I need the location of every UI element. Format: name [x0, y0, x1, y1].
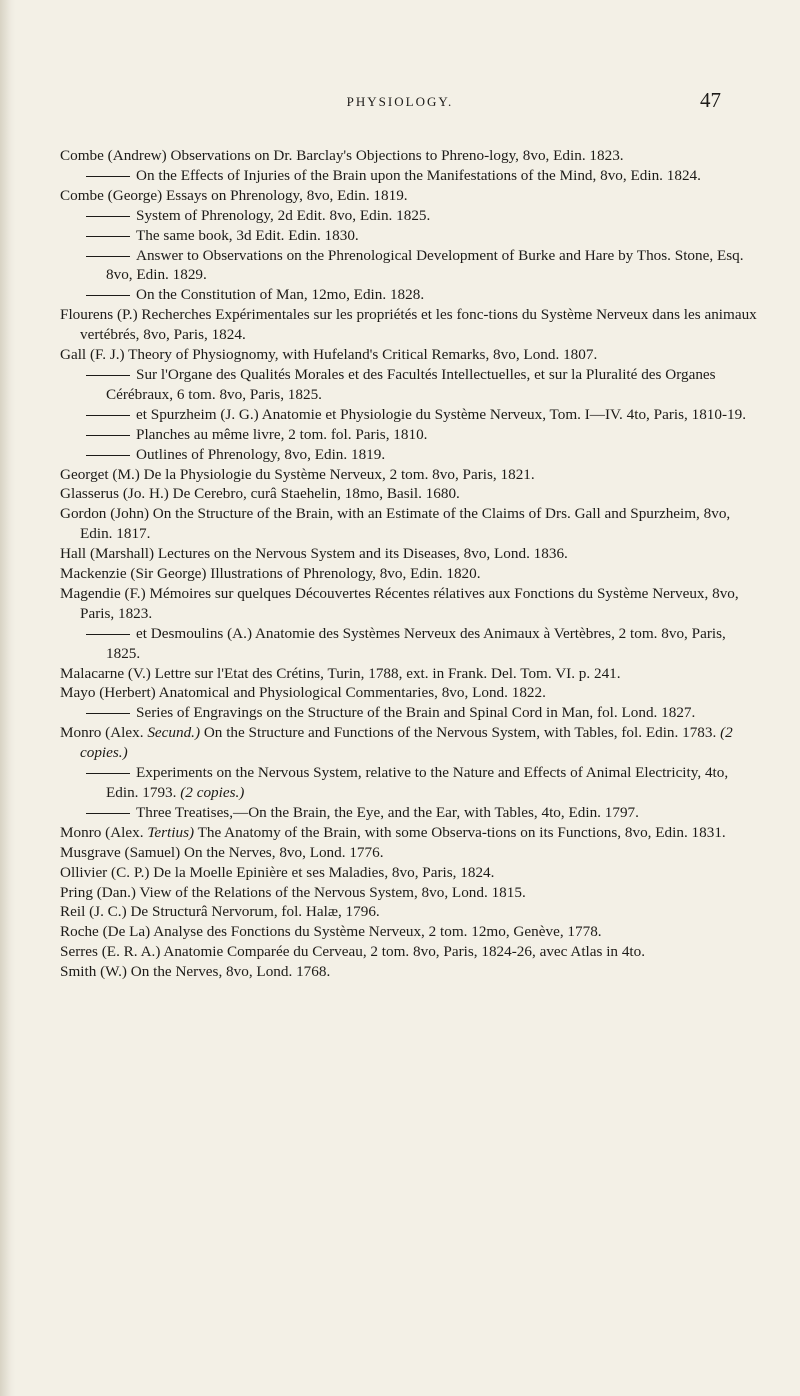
ditto-dash	[86, 713, 130, 714]
bibliography-entry	[60, 484, 760, 504]
entry-text: Ollivier (C. P.) De la Moelle Epinière et ses Maladies, 8vo, Paris, 1824.	[60, 863, 495, 881]
entry-text: Planches au même livre, 2 tom. fol. Paris, 1810.	[136, 425, 428, 443]
ditto-dash	[86, 634, 130, 635]
entry-text: System of Phrenology, 2d Edit. 8vo, Edin. 1825.	[136, 206, 431, 224]
ditto-dash	[86, 813, 130, 814]
bibliography-entry	[60, 504, 760, 544]
ditto-dash	[86, 773, 130, 774]
entry-text: The same book, 3d Edit. Edin. 1830.	[136, 226, 359, 244]
ditto-dash	[86, 455, 130, 456]
bibliography-entry	[60, 803, 760, 823]
ditto-dash	[86, 256, 130, 257]
bibliography-entry	[60, 883, 760, 903]
bibliography-entry	[60, 365, 760, 405]
page-header	[0, 88, 800, 120]
bibliography-entry	[60, 703, 760, 723]
ditto-dash	[86, 236, 130, 237]
bibliography-entry	[60, 445, 760, 465]
entry-text: Sur l'Organe des Qualités Morales et des Facultés Intellectuelles, et sur la Pluralité des Organes Cérébraux, 6 tom. 8vo, Paris, 1825.	[106, 365, 716, 403]
page-edge-shadow	[0, 0, 16, 1396]
entry-text: et Desmoulins (A.) Anatomie des Systèmes Nerveux des Animaux à Vertèbres, 2 tom. 8vo, Paris, 1825.	[106, 624, 726, 662]
bibliography-entry	[60, 285, 760, 305]
bibliography-entry	[60, 246, 760, 286]
bibliography-list	[60, 146, 760, 982]
entry-text: On the Structure and Functions of the Nervous System, with Tables, fol. Edin. 1783.	[200, 724, 721, 742]
ditto-dash	[86, 295, 130, 296]
ditto-dash	[86, 415, 130, 416]
entry-text: Glasserus (Jo. H.) De Cerebro, curâ Staehelin, 18mo, Basil. 1680.	[60, 485, 460, 503]
ditto-dash	[86, 435, 130, 436]
bibliography-entry	[60, 584, 760, 624]
bibliography-entry	[60, 902, 760, 922]
bibliography-entry	[60, 843, 760, 863]
bibliography-entry	[60, 146, 760, 166]
bibliography-entry	[60, 664, 760, 684]
bibliography-entry	[60, 922, 760, 942]
bibliography-entry	[60, 166, 760, 186]
entry-text: Combe (Andrew) Observations on Dr. Barclay's Objections to Phreno-logy, 8vo, Edin. 1823.	[60, 147, 624, 164]
entry-text: Georget (M.) De la Physiologie du Système Nerveux, 2 tom. 8vo, Paris, 1821.	[60, 465, 535, 483]
ditto-dash	[86, 216, 130, 217]
entry-text: Magendie (F.) Mémoires sur quelques Découvertes Récentes rélatives aux Fonctions du Système Nerveux, 8vo, Paris, 1823.	[60, 584, 739, 622]
entry-text: Flourens (P.) Recherches Expérimentales sur les propriétés et les fonc-tions du Système Nerveux dans les animaux vertébrés, 8vo, Paris, 1824.	[60, 306, 757, 344]
bibliography-entry	[60, 425, 760, 445]
bibliography-entry	[60, 962, 760, 982]
page-number: 47	[700, 88, 721, 112]
entry-text: (2 copies.)	[80, 724, 733, 762]
bibliography-entry	[60, 206, 760, 226]
entry-text: Three Treatises,—On the Brain, the Eye, and the Ear, with Tables, 4to, Edin. 1797.	[136, 803, 639, 821]
entry-text: Roche (De La) Analyse des Fonctions du Système Nerveux, 2 tom. 12mo, Genève, 1778.	[60, 923, 602, 941]
bibliography-entry	[60, 624, 760, 664]
bibliography-entry	[60, 683, 760, 703]
ditto-dash	[86, 375, 130, 376]
entry-text: Monro (Alex.	[60, 724, 148, 742]
bibliography-entry	[60, 942, 760, 962]
bibliography-entry	[60, 723, 760, 763]
entry-text: Outlines of Phrenology, 8vo, Edin. 1819.	[136, 445, 386, 463]
bibliography-entry	[60, 863, 760, 883]
entry-text: Hall (Marshall) Lectures on the Nervous System and its Diseases, 8vo, Lond. 1836.	[60, 545, 568, 563]
bibliography-entry	[60, 305, 760, 345]
entry-text: Gordon (John) On the Structure of the Brain, with an Estimate of the Claims of Drs. Gall and Spurzheim, 8vo, Edin. 1817.	[60, 505, 731, 543]
entry-text: Mackenzie (Sir George) Illustrations of Phrenology, 8vo, Edin. 1820.	[60, 565, 481, 583]
entry-text: Smith (W.) On the Nerves, 8vo, Lond. 1768.	[60, 963, 331, 981]
entry-text: Serres (E. R. A.) Anatomie Comparée du Cerveau, 2 tom. 8vo, Paris, 1824-26, avec Atlas in 4to.	[60, 943, 646, 961]
entry-text: Gall (F. J.) Theory of Physiognomy, with Hufeland's Critical Remarks, 8vo, Lond. 1807.	[60, 346, 598, 364]
bibliography-entry	[60, 544, 760, 564]
entry-text: Series of Engravings on the Structure of the Brain and Spinal Cord in Man, fol. Lond. 1827.	[136, 704, 696, 722]
bibliography-entry	[60, 345, 760, 365]
entry-text: Secund.)	[147, 724, 201, 742]
entry-text: Combe (George) Essays on Phrenology, 8vo, Edin. 1819.	[60, 186, 408, 204]
entry-text: (2 copies.)	[180, 784, 245, 801]
entry-text: Musgrave (Samuel) On the Nerves, 8vo, Lond. 1776.	[60, 843, 384, 861]
entry-text: Answer to Observations on the Phrenological Development of Burke and Hare by Thos. Stone, Esq. 8vo, Edin. 1829.	[106, 246, 744, 284]
entry-text: The Anatomy of the Brain, with some Observa-tions on its Functions, 8vo, Edin. 1831.	[194, 823, 726, 841]
bibliography-entry	[60, 564, 760, 584]
entry-text: On the Effects of Injuries of the Brain upon the Manifestations of the Mind, 8vo, Edin. 1824.	[136, 166, 701, 184]
bibliography-entry	[60, 465, 760, 485]
running-title: PHYSIOLOGY.	[346, 94, 454, 109]
entry-text: Tertius)	[147, 823, 195, 841]
entry-text: Malacarne (V.) Lettre sur l'Etat des Crétins, Turin, 1788, ext. in Frank. Del. Tom. VI. p. 241.	[60, 664, 621, 682]
entry-text: Reil (J. C.) De Structurâ Nervorum, fol. Halæ, 1796.	[60, 903, 380, 921]
entry-text: Experiments on the Nervous System, relative to the Nature and Effects of Animal Electricity, 4to, Edin. 1793.	[106, 764, 729, 801]
ditto-dash	[86, 176, 130, 177]
entry-text: Monro (Alex.	[60, 823, 148, 841]
bibliography-entry	[60, 823, 760, 843]
entry-text: On the Constitution of Man, 12mo, Edin. 1828.	[136, 286, 425, 304]
bibliography-entry	[60, 226, 760, 246]
bibliography-entry	[60, 405, 760, 425]
bibliography-entry	[60, 186, 760, 206]
entry-text: et Spurzheim (J. G.) Anatomie et Physiologie du Système Nerveux, Tom. I—IV. 4to, Paris, 1810-19.	[136, 405, 747, 423]
entry-text: Mayo (Herbert) Anatomical and Physiological Commentaries, 8vo, Lond. 1822.	[60, 684, 546, 702]
entry-text: Pring (Dan.) View of the Relations of the Nervous System, 8vo, Lond. 1815.	[60, 883, 526, 901]
bibliography-entry	[60, 763, 760, 803]
